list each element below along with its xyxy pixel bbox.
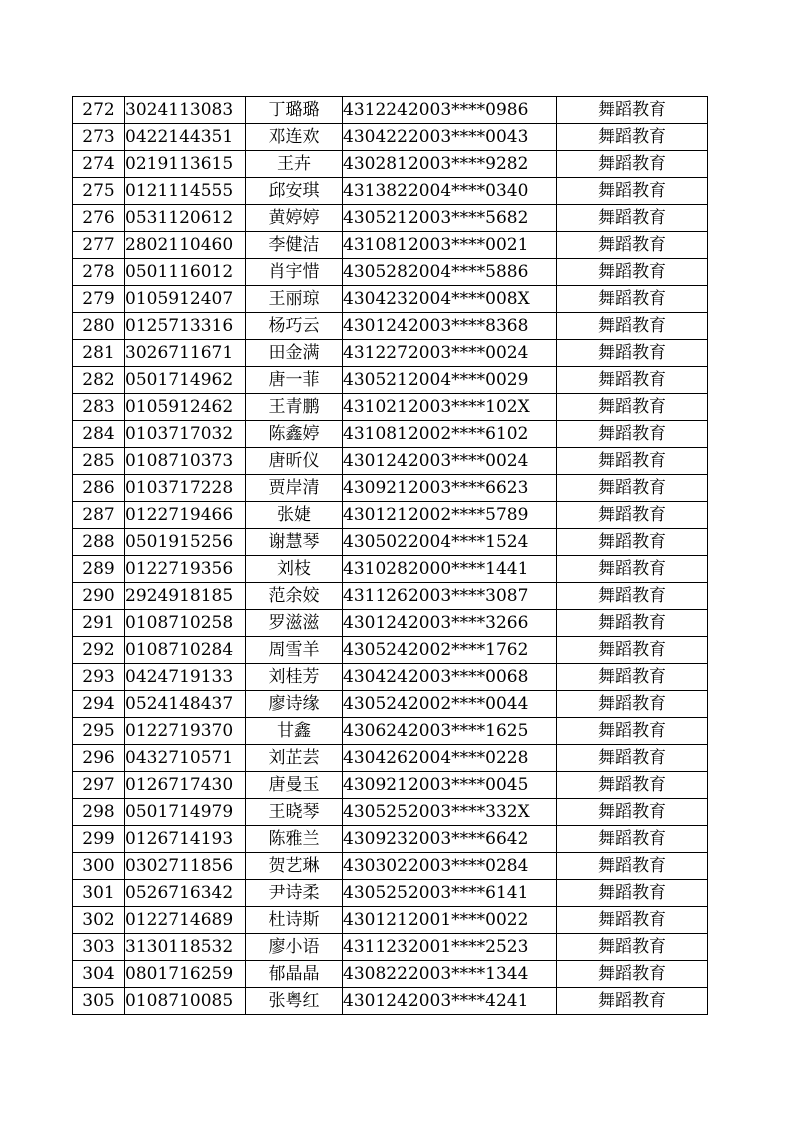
cell-name: 廖小语 — [246, 934, 343, 961]
table-row — [73, 421, 708, 448]
cell-seq: 289 — [73, 556, 125, 583]
cell-name: 贺艺琳 — [246, 853, 343, 880]
cell-id-number: 4305252003****332X — [343, 799, 557, 826]
cell-major: 舞蹈教育 — [557, 745, 708, 772]
table-row — [73, 853, 708, 880]
cell-exam-number: 0108710373 — [125, 448, 246, 475]
cell-name: 邱安琪 — [246, 178, 343, 205]
cell-seq: 281 — [73, 340, 125, 367]
table-row — [73, 151, 708, 178]
cell-name: 郁晶晶 — [246, 961, 343, 988]
cell-seq: 287 — [73, 502, 125, 529]
cell-major: 舞蹈教育 — [557, 421, 708, 448]
cell-exam-number: 0501915256 — [125, 529, 246, 556]
cell-major: 舞蹈教育 — [557, 475, 708, 502]
cell-exam-number: 0424719133 — [125, 664, 246, 691]
cell-id-number: 4301242003****0024 — [343, 448, 557, 475]
cell-name: 杨巧云 — [246, 313, 343, 340]
cell-id-number: 4301212001****0022 — [343, 907, 557, 934]
table-row — [73, 934, 708, 961]
cell-id-number: 4311232001****2523 — [343, 934, 557, 961]
table-row — [73, 772, 708, 799]
cell-exam-number: 3130118532 — [125, 934, 246, 961]
cell-major: 舞蹈教育 — [557, 367, 708, 394]
cell-exam-number: 0501116012 — [125, 259, 246, 286]
table-row — [73, 826, 708, 853]
table-row — [73, 610, 708, 637]
cell-seq: 304 — [73, 961, 125, 988]
cell-major: 舞蹈教育 — [557, 772, 708, 799]
cell-id-number: 4310212003****102X — [343, 394, 557, 421]
cell-exam-number: 0302711856 — [125, 853, 246, 880]
cell-exam-number: 0105912407 — [125, 286, 246, 313]
cell-seq: 273 — [73, 124, 125, 151]
cell-exam-number: 0122719370 — [125, 718, 246, 745]
cell-major: 舞蹈教育 — [557, 907, 708, 934]
cell-seq: 288 — [73, 529, 125, 556]
table-row — [73, 394, 708, 421]
cell-major: 舞蹈教育 — [557, 151, 708, 178]
cell-id-number: 4304242003****0068 — [343, 664, 557, 691]
cell-name: 杜诗斯 — [246, 907, 343, 934]
cell-seq: 302 — [73, 907, 125, 934]
cell-exam-number: 0125713316 — [125, 313, 246, 340]
cell-name: 丁璐璐 — [246, 97, 343, 124]
cell-seq: 294 — [73, 691, 125, 718]
cell-exam-number: 0121114555 — [125, 178, 246, 205]
cell-major: 舞蹈教育 — [557, 529, 708, 556]
table-row — [73, 205, 708, 232]
cell-name: 陈雅兰 — [246, 826, 343, 853]
cell-name: 刘芷芸 — [246, 745, 343, 772]
cell-name: 廖诗缘 — [246, 691, 343, 718]
table-row — [73, 232, 708, 259]
cell-id-number: 4310812003****0021 — [343, 232, 557, 259]
cell-name: 刘桂芳 — [246, 664, 343, 691]
cell-name: 黄婷婷 — [246, 205, 343, 232]
cell-name: 王晓琴 — [246, 799, 343, 826]
cell-seq: 284 — [73, 421, 125, 448]
cell-major: 舞蹈教育 — [557, 718, 708, 745]
cell-major: 舞蹈教育 — [557, 961, 708, 988]
cell-id-number: 4304262004****0228 — [343, 745, 557, 772]
table-row — [73, 529, 708, 556]
cell-exam-number: 0122719356 — [125, 556, 246, 583]
cell-id-number: 4309212003****6623 — [343, 475, 557, 502]
cell-id-number: 4305252003****6141 — [343, 880, 557, 907]
cell-exam-number: 0501714962 — [125, 367, 246, 394]
cell-id-number: 4313822004****0340 — [343, 178, 557, 205]
cell-id-number: 4309212003****0045 — [343, 772, 557, 799]
cell-name: 范余姣 — [246, 583, 343, 610]
cell-major: 舞蹈教育 — [557, 97, 708, 124]
cell-exam-number: 2802110460 — [125, 232, 246, 259]
cell-seq: 276 — [73, 205, 125, 232]
cell-exam-number: 3026711671 — [125, 340, 246, 367]
cell-exam-number: 0219113615 — [125, 151, 246, 178]
cell-seq: 272 — [73, 97, 125, 124]
cell-name: 唐曼玉 — [246, 772, 343, 799]
table-row — [73, 259, 708, 286]
cell-exam-number: 3024113083 — [125, 97, 246, 124]
cell-name: 刘枝 — [246, 556, 343, 583]
table-row — [73, 637, 708, 664]
cell-id-number: 4309232003****6642 — [343, 826, 557, 853]
table-row — [73, 880, 708, 907]
cell-id-number: 4304222003****0043 — [343, 124, 557, 151]
cell-major: 舞蹈教育 — [557, 934, 708, 961]
cell-major: 舞蹈教育 — [557, 664, 708, 691]
cell-seq: 279 — [73, 286, 125, 313]
cell-exam-number: 0531120612 — [125, 205, 246, 232]
cell-major: 舞蹈教育 — [557, 556, 708, 583]
table-row — [73, 907, 708, 934]
cell-seq: 280 — [73, 313, 125, 340]
cell-exam-number: 0524148437 — [125, 691, 246, 718]
cell-major: 舞蹈教育 — [557, 880, 708, 907]
cell-major: 舞蹈教育 — [557, 583, 708, 610]
cell-exam-number: 0126717430 — [125, 772, 246, 799]
cell-exam-number: 0501714979 — [125, 799, 246, 826]
cell-id-number: 4304232004****008X — [343, 286, 557, 313]
table-row — [73, 367, 708, 394]
cell-exam-number: 0108710085 — [125, 988, 246, 1015]
table-row — [73, 286, 708, 313]
cell-id-number: 4301212002****5789 — [343, 502, 557, 529]
cell-seq: 295 — [73, 718, 125, 745]
table-row — [73, 448, 708, 475]
cell-major: 舞蹈教育 — [557, 691, 708, 718]
cell-seq: 291 — [73, 610, 125, 637]
cell-id-number: 4302812003****9282 — [343, 151, 557, 178]
cell-major: 舞蹈教育 — [557, 853, 708, 880]
cell-major: 舞蹈教育 — [557, 799, 708, 826]
cell-name: 唐一菲 — [246, 367, 343, 394]
cell-major: 舞蹈教育 — [557, 826, 708, 853]
cell-major: 舞蹈教育 — [557, 259, 708, 286]
table-row — [73, 556, 708, 583]
cell-major: 舞蹈教育 — [557, 232, 708, 259]
cell-id-number: 4306242003****1625 — [343, 718, 557, 745]
cell-exam-number: 0801716259 — [125, 961, 246, 988]
cell-id-number: 4312272003****0024 — [343, 340, 557, 367]
cell-seq: 299 — [73, 826, 125, 853]
cell-seq: 297 — [73, 772, 125, 799]
cell-exam-number: 0126714193 — [125, 826, 246, 853]
cell-major: 舞蹈教育 — [557, 394, 708, 421]
cell-major: 舞蹈教育 — [557, 637, 708, 664]
cell-id-number: 4312242003****0986 — [343, 97, 557, 124]
table-row — [73, 691, 708, 718]
cell-seq: 282 — [73, 367, 125, 394]
cell-seq: 283 — [73, 394, 125, 421]
table-row — [73, 97, 708, 124]
cell-seq: 301 — [73, 880, 125, 907]
cell-exam-number: 0422144351 — [125, 124, 246, 151]
cell-name: 甘鑫 — [246, 718, 343, 745]
table-row — [73, 718, 708, 745]
cell-name: 谢慧琴 — [246, 529, 343, 556]
table-row — [73, 961, 708, 988]
table-row — [73, 664, 708, 691]
table-row — [73, 583, 708, 610]
cell-seq: 305 — [73, 988, 125, 1015]
cell-id-number: 4301242003****3266 — [343, 610, 557, 637]
cell-seq: 277 — [73, 232, 125, 259]
table-row — [73, 988, 708, 1015]
cell-major: 舞蹈教育 — [557, 286, 708, 313]
cell-name: 唐昕仪 — [246, 448, 343, 475]
cell-id-number: 4310812002****6102 — [343, 421, 557, 448]
cell-id-number: 4305022004****1524 — [343, 529, 557, 556]
cell-major: 舞蹈教育 — [557, 340, 708, 367]
cell-name: 李健洁 — [246, 232, 343, 259]
cell-seq: 300 — [73, 853, 125, 880]
cell-id-number: 4301242003****8368 — [343, 313, 557, 340]
cell-id-number: 4310282000****1441 — [343, 556, 557, 583]
cell-major: 舞蹈教育 — [557, 502, 708, 529]
table-row — [73, 502, 708, 529]
cell-major: 舞蹈教育 — [557, 448, 708, 475]
cell-seq: 285 — [73, 448, 125, 475]
cell-id-number: 4305242002****0044 — [343, 691, 557, 718]
cell-id-number: 4305212004****0029 — [343, 367, 557, 394]
cell-major: 舞蹈教育 — [557, 178, 708, 205]
cell-seq: 296 — [73, 745, 125, 772]
cell-seq: 278 — [73, 259, 125, 286]
cell-name: 张粤红 — [246, 988, 343, 1015]
cell-exam-number: 0122719466 — [125, 502, 246, 529]
cell-exam-number: 0103717228 — [125, 475, 246, 502]
cell-seq: 290 — [73, 583, 125, 610]
table-row — [73, 313, 708, 340]
cell-major: 舞蹈教育 — [557, 313, 708, 340]
table-row — [73, 745, 708, 772]
cell-name: 贾岸清 — [246, 475, 343, 502]
cell-exam-number: 0105912462 — [125, 394, 246, 421]
cell-major: 舞蹈教育 — [557, 205, 708, 232]
cell-name: 尹诗柔 — [246, 880, 343, 907]
cell-seq: 292 — [73, 637, 125, 664]
cell-major: 舞蹈教育 — [557, 610, 708, 637]
cell-seq: 275 — [73, 178, 125, 205]
cell-name: 陈鑫婷 — [246, 421, 343, 448]
cell-exam-number: 0108710258 — [125, 610, 246, 637]
cell-major: 舞蹈教育 — [557, 124, 708, 151]
cell-id-number: 4305212003****5682 — [343, 205, 557, 232]
cell-seq: 286 — [73, 475, 125, 502]
cell-seq: 298 — [73, 799, 125, 826]
cell-id-number: 4311262003****3087 — [343, 583, 557, 610]
cell-exam-number: 2924918185 — [125, 583, 246, 610]
cell-name: 肖宇惜 — [246, 259, 343, 286]
cell-id-number: 4303022003****0284 — [343, 853, 557, 880]
cell-exam-number: 0432710571 — [125, 745, 246, 772]
table-row — [73, 340, 708, 367]
cell-id-number: 4301242003****4241 — [343, 988, 557, 1015]
cell-name: 王青鹏 — [246, 394, 343, 421]
cell-name: 王卉 — [246, 151, 343, 178]
cell-exam-number: 0122714689 — [125, 907, 246, 934]
cell-exam-number: 0526716342 — [125, 880, 246, 907]
cell-id-number: 4305282004****5886 — [343, 259, 557, 286]
table-row — [73, 799, 708, 826]
cell-major: 舞蹈教育 — [557, 988, 708, 1015]
table-row — [73, 178, 708, 205]
cell-name: 田金满 — [246, 340, 343, 367]
cell-name: 罗滋滋 — [246, 610, 343, 637]
cell-name: 周雪羊 — [246, 637, 343, 664]
cell-seq: 274 — [73, 151, 125, 178]
cell-exam-number: 0108710284 — [125, 637, 246, 664]
cell-name: 张婕 — [246, 502, 343, 529]
roster-body — [73, 97, 708, 1015]
cell-id-number: 4308222003****1344 — [343, 961, 557, 988]
cell-name: 邓连欢 — [246, 124, 343, 151]
cell-id-number: 4305242002****1762 — [343, 637, 557, 664]
table-row — [73, 475, 708, 502]
cell-exam-number: 0103717032 — [125, 421, 246, 448]
cell-name: 王丽琼 — [246, 286, 343, 313]
roster-table — [72, 96, 708, 1015]
table-row — [73, 124, 708, 151]
cell-seq: 303 — [73, 934, 125, 961]
cell-seq: 293 — [73, 664, 125, 691]
